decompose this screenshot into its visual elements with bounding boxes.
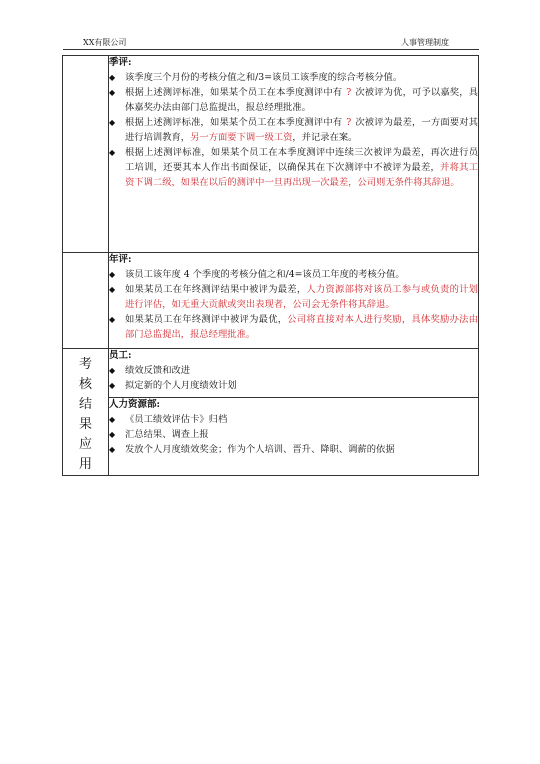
list-item <box>109 363 478 378</box>
diamond-bullet-icon: ◆ <box>109 148 116 157</box>
appraisal-table <box>62 55 479 476</box>
highlighted-text: 公司将直接对本人进行奖励，具体奖励办法由部门总监提出，报总经理批准。 <box>125 314 478 340</box>
item-text: 发放个人月度绩效奖金；作为个人培训、晋升、降职、调薪的依据 <box>125 444 395 456</box>
list-item <box>109 378 478 393</box>
result-application-label <box>63 349 108 475</box>
label-char: 应 <box>78 437 92 452</box>
item-text: 根据上述测评标准，如果某个员工在本季度测评中有 <box>125 117 343 128</box>
diamond-bullet-icon: ◆ <box>109 315 116 324</box>
employee-row <box>63 349 479 398</box>
quarterly-review-list <box>109 70 478 190</box>
list-item <box>109 312 478 342</box>
list-item <box>109 282 478 312</box>
list-item <box>109 85 478 115</box>
employee-list <box>109 363 478 393</box>
diamond-bullet-icon: ◆ <box>109 430 116 440</box>
item-text: 根据上述测评标准，如果某个员工在本季度测评中有 <box>125 87 343 98</box>
diamond-bullet-icon: ◆ <box>109 381 116 390</box>
quarterly-review-cell <box>109 56 479 253</box>
list-item <box>109 442 478 457</box>
employee-title: 员工: <box>109 350 132 361</box>
list-item <box>109 70 478 85</box>
highlighted-text: 另一方面要下调一级工资 <box>190 132 293 143</box>
list-item <box>109 145 478 190</box>
item-text: 如果某员工在年终测评结果中被评为最差， <box>125 284 307 295</box>
company-name: XX有限公司 <box>83 38 127 47</box>
label-char: 用 <box>78 457 92 472</box>
empty-label-cell <box>63 56 109 253</box>
list-item <box>109 115 478 145</box>
diamond-bullet-icon: ◆ <box>109 366 116 375</box>
item-text: 次被评为最差，一方面要对其进行培训教育， <box>125 117 478 143</box>
label-char: 核 <box>78 377 92 392</box>
item-text: ，并记录在案。 <box>292 132 358 143</box>
list-item <box>109 427 478 442</box>
highlighted-text: ? <box>346 117 352 128</box>
annual-row <box>63 253 479 349</box>
employee-cell <box>109 349 479 398</box>
document-title: 人事管理制度 <box>401 38 449 47</box>
highlighted-text: 人力资源部将对该员工参与或负责的计划进行评估，如无重大贡献或突出表现者，公司会无条件将其辞退。 <box>125 284 478 310</box>
result-application-label-cell <box>63 349 109 476</box>
label-char: 考 <box>78 357 92 372</box>
item-text: 拟定新的个人月度绩效计划 <box>125 380 237 391</box>
highlighted-text: ? <box>346 87 352 98</box>
item-text: 该员工该年度 4 个季度的考核分值之和/4=该员工年度的考核分值。 <box>125 269 405 280</box>
list-item <box>109 267 478 282</box>
label-char: 结 <box>78 397 92 412</box>
item-text: 《员工绩效评估卡》归档 <box>125 414 228 426</box>
list-item <box>109 412 478 427</box>
item-text: 该季度三个月份的考核分值之和/3=该员工该季度的综合考核分值。 <box>125 72 403 83</box>
annual-review-cell <box>109 253 479 349</box>
hr-row <box>63 398 479 476</box>
diamond-bullet-icon: ◆ <box>109 73 116 82</box>
item-text: 次被评为优，可予以嘉奖，具体嘉奖办法由部门总监提出，报总经理批准。 <box>125 87 478 113</box>
hr-cell <box>109 398 479 476</box>
quarterly-row <box>63 56 479 253</box>
item-text: 根据上述测评标准，如果某个员工在本季度测评中连续三次被评为最差，再次进行员工培训，还要其本人作出书面保证，以确保其在下次测评中不被评为最差， <box>125 147 478 173</box>
highlighted-text: 并将其工资下调二级，如果在以后的测评中一旦再出现一次最差，公司则无条件将其辞退。 <box>125 162 478 188</box>
annual-review-title: 年评: <box>109 254 132 265</box>
quarterly-review-title: 季评: <box>109 57 132 68</box>
hr-title: 人力资源部: <box>109 399 161 411</box>
diamond-bullet-icon: ◆ <box>109 285 116 294</box>
item-text: 汇总结果、调查上报 <box>125 429 209 441</box>
diamond-bullet-icon: ◆ <box>109 270 116 279</box>
diamond-bullet-icon: ◆ <box>109 88 116 97</box>
hr-list <box>109 412 478 457</box>
diamond-bullet-icon: ◆ <box>109 415 116 425</box>
annual-review-list <box>109 267 478 342</box>
label-char: 果 <box>78 417 92 432</box>
page-header <box>63 38 479 50</box>
item-text: 绩效反馈和改进 <box>125 365 191 376</box>
item-text: 如果某员工在年终测评中被评为最优， <box>125 314 288 325</box>
empty-label-cell <box>63 253 109 349</box>
diamond-bullet-icon: ◆ <box>109 118 116 127</box>
diamond-bullet-icon: ◆ <box>109 445 116 455</box>
